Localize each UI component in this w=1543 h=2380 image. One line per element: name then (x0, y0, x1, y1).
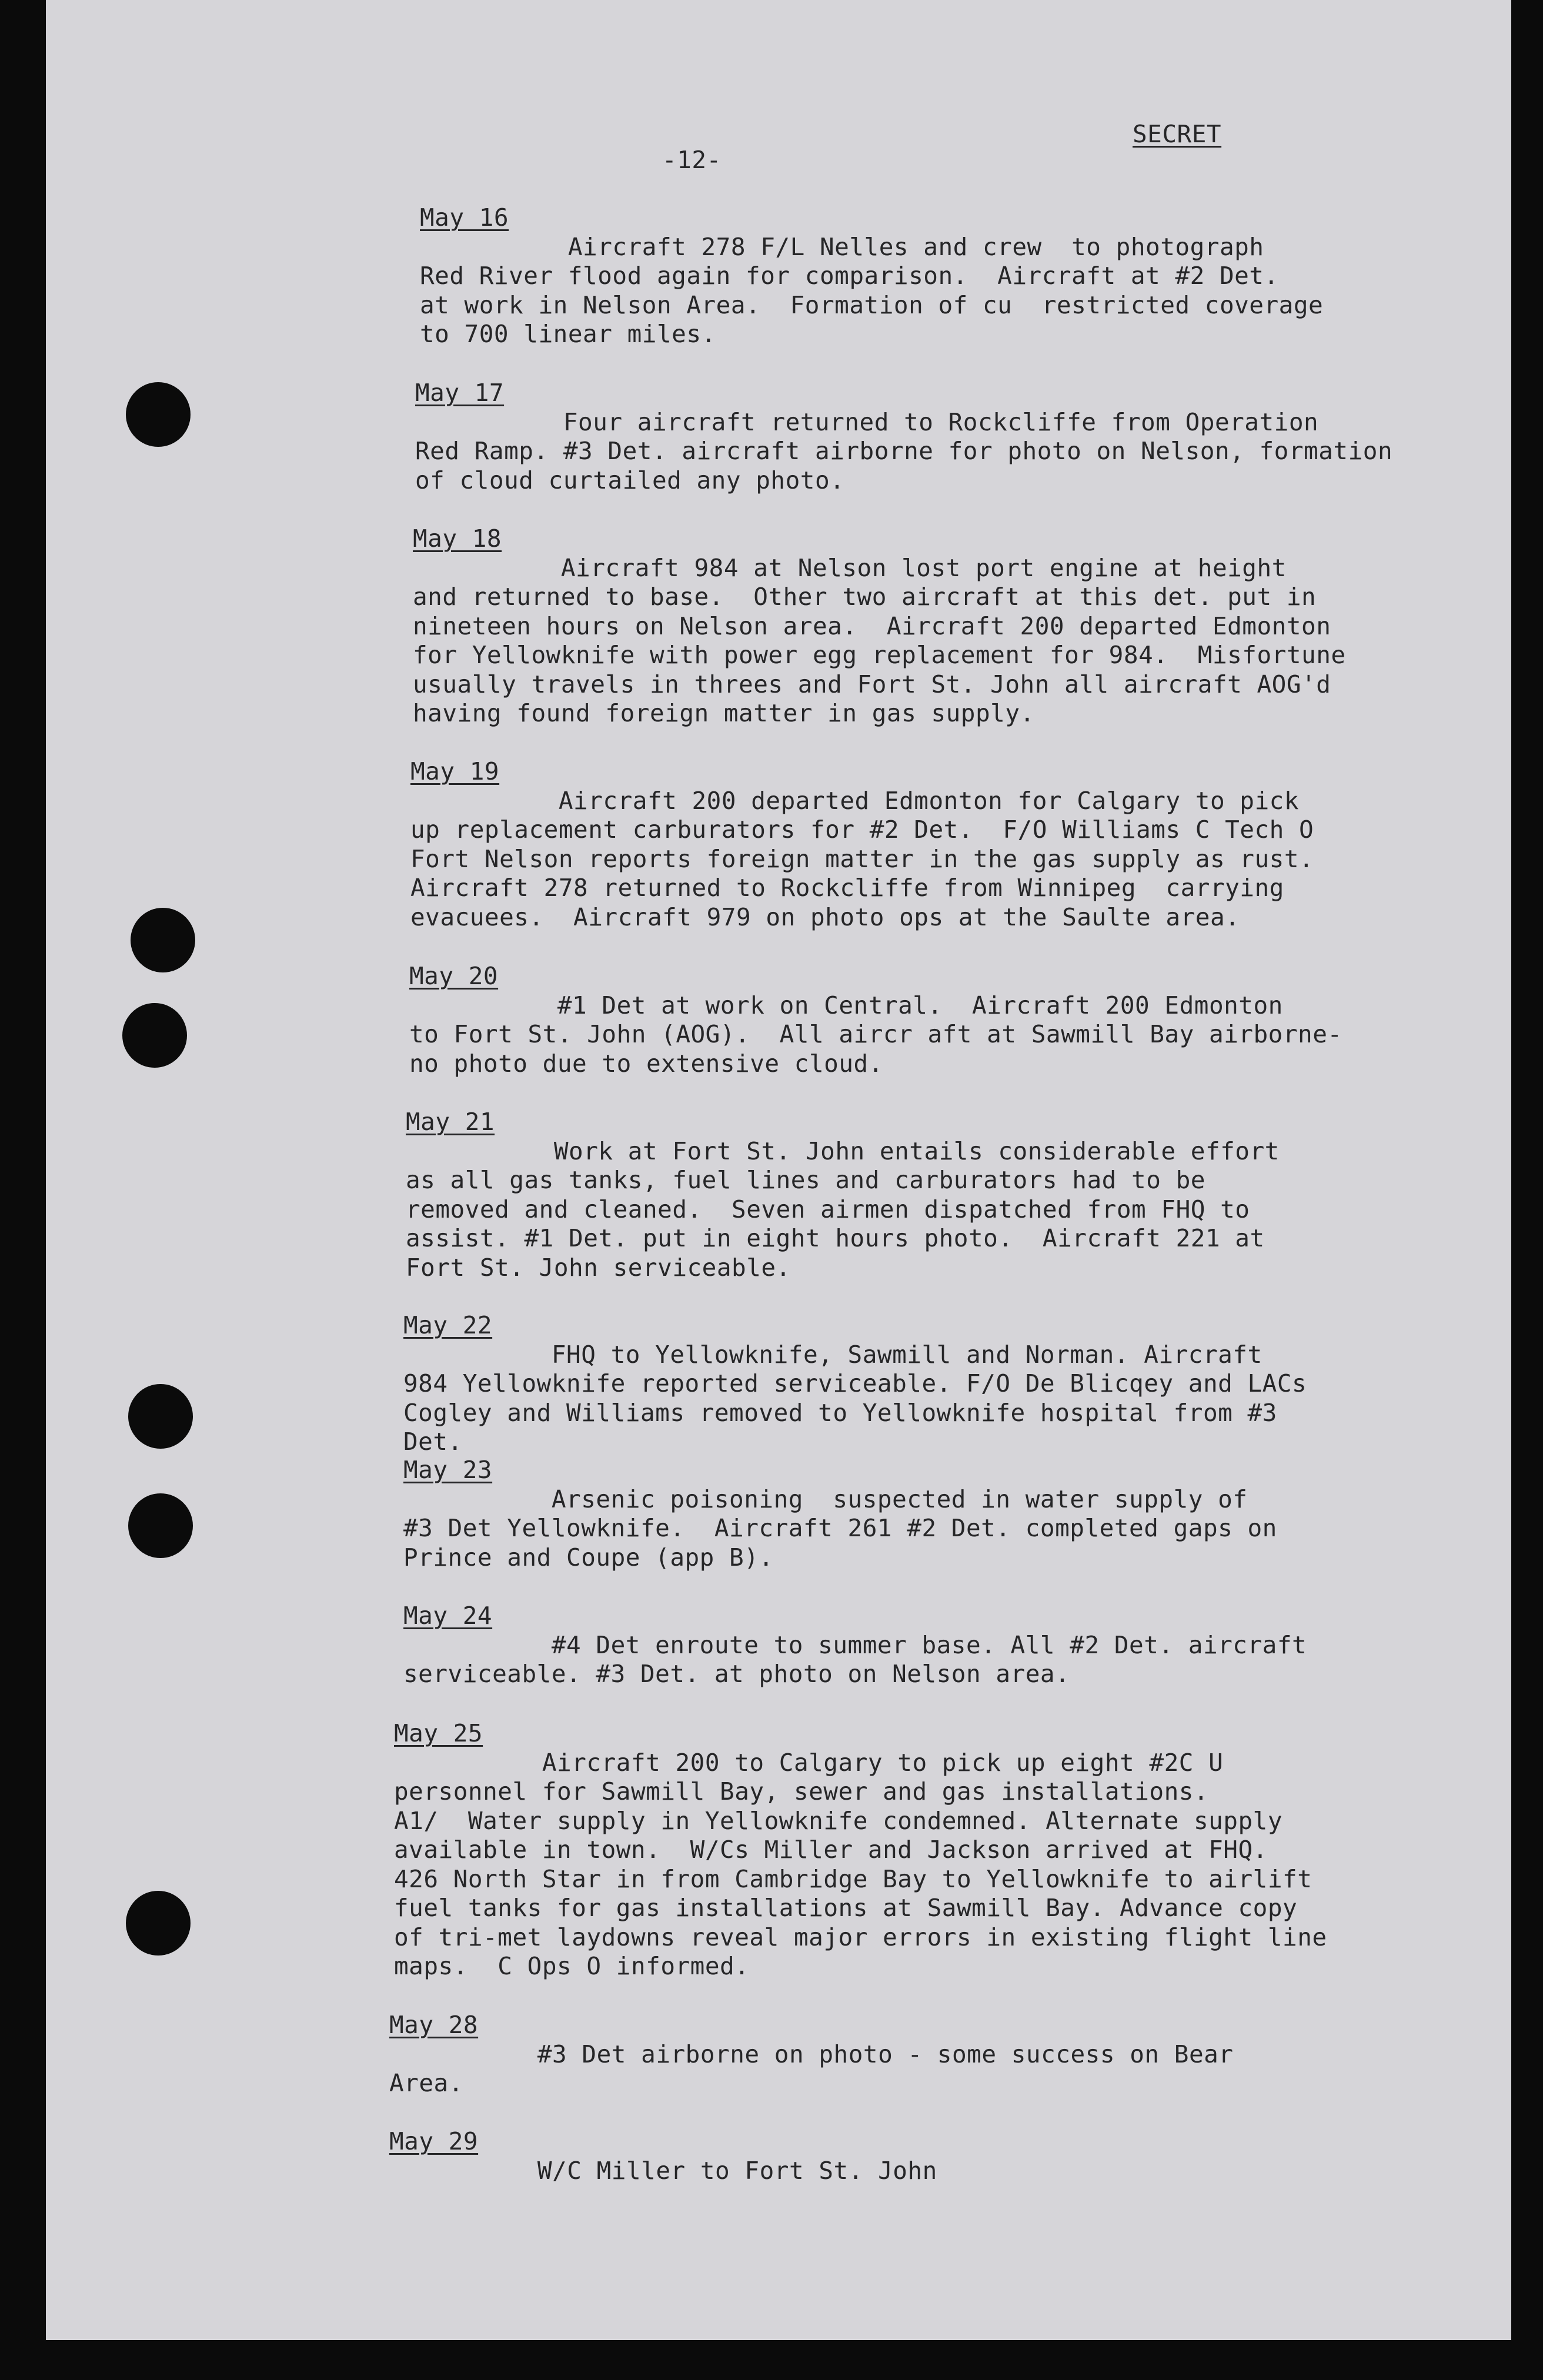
entry-text-line: at work in Nelson Area. Formation of cu restricted coverage (420, 290, 1324, 319)
document-page (46, 0, 1511, 2340)
entry-date: May 16 (420, 203, 509, 232)
entry-text-line: A1/ Water supply in Yellowknife condemned. Alternate supply (394, 1806, 1283, 1835)
entry-date: May 22 (403, 1311, 493, 1339)
entry-text-line: evacuees. Aircraft 979 on photo ops at the Saulte area. (410, 902, 1240, 931)
entry-text-line: Fort St. John serviceable. (406, 1253, 791, 1282)
entry-date: May 28 (389, 2011, 479, 2039)
entry-text-line: removed and cleaned. Seven airmen dispatched from FHQ to (406, 1195, 1250, 1224)
entry-date: May 23 (403, 1456, 493, 1484)
entry-date: May 25 (394, 1719, 483, 1747)
punch-hole-6 (126, 1891, 191, 1956)
entry-text-line: Fort Nelson reports foreign matter in the gas supply as rust. (410, 844, 1314, 873)
entry-text-line: to 700 linear miles. (420, 320, 716, 348)
classification-marking: SECRET (1133, 120, 1222, 148)
entry-text-line: Work at Fort St. John entails considerable effort (406, 1136, 1280, 1165)
entry-date: May 29 (389, 2127, 479, 2155)
entry-date: May 17 (415, 379, 505, 407)
entry-text-line: of cloud curtailed any photo. (415, 466, 845, 494)
entry-text-line: Aircraft 278 returned to Rockcliffe from Winnipeg carrying (410, 874, 1284, 902)
entry-text-line: no photo due to extensive cloud. (409, 1049, 883, 1078)
entry-text-line: nineteen hours on Nelson area. Aircraft 200 departed Edmonton (413, 611, 1331, 640)
page-number: -12- (662, 146, 722, 174)
entry-text-line: #4 Det enroute to summer base. All #2 Det. aircraft (403, 1630, 1307, 1659)
entry-text-line: #3 Det airborne on photo - some success on Bear (389, 2040, 1234, 2068)
entry-date: May 19 (410, 757, 500, 785)
entry-text-line: maps. C Ops O informed. (394, 1952, 750, 1980)
entry-text-line: Aircraft 984 at Nelson lost port engine at height (413, 553, 1287, 582)
entry-text-line: Cogley and Williams removed to Yellowknife hospital from #3 (403, 1398, 1277, 1427)
entry-text-line: as all gas tanks, fuel lines and carburators had to be (406, 1166, 1205, 1194)
punch-hole-4 (128, 1384, 193, 1449)
entry-text-line: assist. #1 Det. put in eight hours photo. Aircraft 221 at (406, 1224, 1265, 1252)
entry-text-line: of tri-met laydowns reveal major errors in existing flight line (394, 1923, 1327, 1951)
entry-date: May 21 (406, 1108, 495, 1136)
entry-text-line: #3 Det Yellowknife. Aircraft 261 #2 Det. completed gaps on (403, 1514, 1277, 1542)
punch-hole-2 (131, 908, 195, 972)
entry-text-line: Arsenic poisoning suspected in water supply of (403, 1485, 1248, 1513)
entry-text-line: fuel tanks for gas installations at Sawmill Bay. Advance copy (394, 1894, 1298, 1922)
entry-text-line: 426 North Star in from Cambridge Bay to Yellowknife to airlift (394, 1864, 1312, 1893)
entry-text-line: Red River flood again for comparison. Aircraft at #2 Det. (420, 262, 1279, 290)
entry-text-line: Det. (403, 1428, 463, 1456)
entry-text-line: and returned to base. Other two aircraft at this det. put in (413, 583, 1317, 611)
entry-text-line: up replacement carburators for #2 Det. F/O Williams C Tech O (410, 815, 1314, 844)
entry-text-line: Red Ramp. #3 Det. aircraft airborne for photo on Nelson, formation (415, 437, 1393, 465)
entry-text-line: Aircraft 278 F/L Nelles and crew to photograph (420, 232, 1264, 261)
entry-text-line: 984 Yellowknife reported serviceable. F/O De Blicqey and LACs (403, 1369, 1307, 1398)
entry-text-line: having found foreign matter in gas supply. (413, 699, 1035, 727)
entry-date: May 18 (413, 524, 502, 553)
entry-text-line: Prince and Coupe (app B). (403, 1543, 774, 1572)
entry-text-line: usually travels in threes and Fort St. John all aircraft AOG'd (413, 670, 1331, 698)
entry-text-line: Four aircraft returned to Rockcliffe from Operation (415, 407, 1319, 436)
punch-hole-3 (122, 1003, 187, 1068)
entry-text-line: W/C Miller to Fort St. John (389, 2156, 937, 2185)
entry-text-line: Aircraft 200 departed Edmonton for Calgary to pick (410, 786, 1300, 815)
entry-text-line: personnel for Sawmill Bay, sewer and gas installations. (394, 1777, 1209, 1806)
entry-text-line: FHQ to Yellowknife, Sawmill and Norman. Aircraft (403, 1340, 1263, 1369)
scan-border (0, 2340, 1543, 2380)
entry-text-line: for Yellowknife with power egg replacement for 984. Misfortune (413, 641, 1346, 669)
entry-text-line: Aircraft 200 to Calgary to pick up eight #2C U (394, 1748, 1224, 1777)
entry-text-line: serviceable. #3 Det. at photo on Nelson area. (403, 1660, 1070, 1688)
punch-hole-1 (126, 382, 191, 447)
entry-text-line: available in town. W/Cs Miller and Jackson arrived at FHQ. (394, 1836, 1268, 1864)
punch-hole-5 (128, 1493, 193, 1558)
entry-text-line: to Fort St. John (AOG). All aircr aft at Sawmill Bay airborne- (409, 1020, 1342, 1048)
entry-date: May 20 (409, 962, 499, 990)
entry-text-line: #1 Det at work on Central. Aircraft 200 Edmonton (409, 991, 1283, 1019)
entry-text-line: Area. (389, 2069, 463, 2097)
entry-date: May 24 (403, 1602, 493, 1630)
